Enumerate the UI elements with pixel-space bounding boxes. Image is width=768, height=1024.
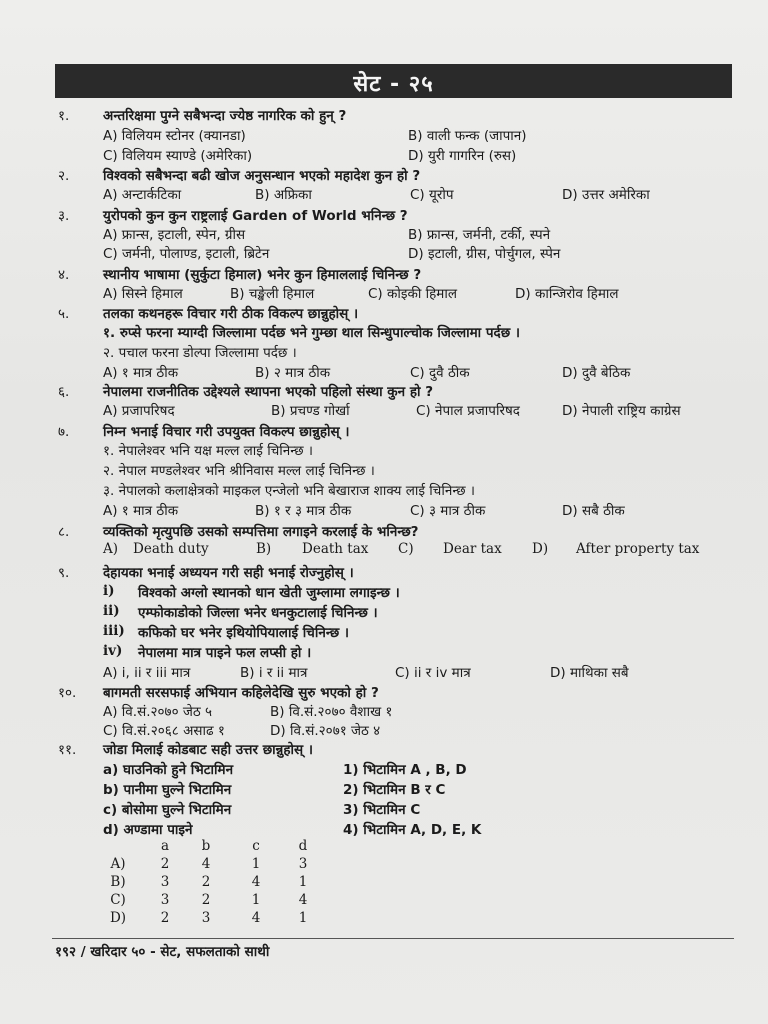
question-number: ५.: [58, 306, 70, 322]
code-header-c: c: [252, 838, 260, 854]
footer-divider: [52, 938, 734, 939]
option-c-label: C): [398, 541, 414, 557]
question-number: ८.: [58, 524, 70, 540]
statement-1: १. नेपालेश्वर भनि यक्ष मल्ल लाई चिनिन्छ ।: [103, 443, 314, 459]
statement-3: ३. नेपालको कलाक्षेत्रको माइकल एन्जेलो भनि बेखाराज शाक्य लाई चिनिन्छ ।: [103, 483, 476, 499]
question-number: ९.: [58, 565, 70, 581]
statement-iv-label: iv): [103, 643, 123, 659]
option-b: B) प्रचण्ड गोर्खा: [271, 403, 350, 419]
option-d: D) माथिका सबै: [550, 665, 629, 681]
code-header-b: b: [201, 838, 211, 854]
code-cell: 1: [298, 910, 308, 926]
code-cell: 3: [298, 856, 308, 872]
statement-iii: कफिको घर भनेर इथियोपियालाई चिनिन्छ ।: [138, 625, 349, 641]
question-text: विश्वको सबैभन्दा बढी खोज अनुसन्धान भएको महादेश कुन हो ?: [103, 168, 421, 184]
code-cell: 4: [251, 910, 261, 926]
code-cell: 3: [201, 910, 211, 926]
answer-code-table: [98, 838, 358, 928]
question-text: स्थानीय भाषामा (सुर्कुटा हिमाल) भनेर कुन हिमाललाई चिनिन्छ ?: [103, 267, 422, 283]
page-footer: १९२ / खरिदार ५० - सेट, सफलताको साथी: [55, 944, 270, 960]
code-cell: 1: [298, 874, 308, 890]
option-a: A) विलियम स्टोनर (क्यानडा): [103, 128, 246, 144]
option-c: C) विलियम स्याण्डे (अमेरिका): [103, 148, 253, 164]
code-header-a: a: [160, 838, 170, 854]
option-c: C) वि.सं.२०६८ असाढ १: [103, 723, 225, 739]
option-c: C) यूरोप: [410, 187, 454, 203]
option-a: A) वि.सं.२०७० जेठ ५: [103, 704, 213, 720]
question-text: देहायका भनाई अध्ययन गरी सही भनाई रोज्नुहोस् ।: [103, 565, 354, 581]
option-b: B) अफ्रिका: [255, 187, 312, 203]
question-text: निम्न भनाई विचार गरी उपयुक्त विकल्प छान्नुहोस् ।: [103, 424, 350, 440]
statement-iii-label: iii): [103, 623, 125, 639]
statement-iv: नेपालमा मात्र पाइने फल लप्सी हो ।: [138, 645, 312, 661]
option-a: A) सिस्ने हिमाल: [103, 286, 183, 302]
question-number: ६.: [58, 384, 70, 400]
match-left-d: d) अण्डामा पाइने: [103, 822, 193, 838]
option-a: A) फ्रान्स, इटाली, स्पेन, ग्रीस: [103, 227, 246, 243]
option-c: C) जर्मनी, पोलाण्ड, इटाली, ब्रिटेन: [103, 246, 270, 262]
code-cell: 1: [251, 892, 261, 908]
match-left-a: a) घाउनिको हुने भिटामिन: [103, 762, 234, 778]
option-d: D) इटाली, ग्रीस, पोर्चुगल, स्पेन: [408, 246, 561, 262]
code-cell: 4: [201, 856, 211, 872]
option-a: A) i, ii र iii मात्र: [103, 665, 191, 681]
question-text: युरोपको कुन कुन राष्ट्रलाई Garden of World भनिन्छ ?: [103, 208, 408, 224]
option-a: A) १ मात्र ठीक: [103, 365, 179, 381]
match-right-2: 2) भिटामिन B र C: [343, 782, 446, 798]
question-number: ३.: [58, 208, 70, 224]
option-d: D) नेपाली राष्ट्रिय काग्रेस: [562, 403, 681, 419]
option-d: D) सबै ठीक: [562, 503, 625, 519]
option-c: Dear tax: [443, 541, 502, 557]
match-right-1: 1) भिटामिन A , B, D: [343, 762, 467, 778]
code-cell: 3: [160, 892, 170, 908]
option-a: A) १ मात्र ठीक: [103, 503, 179, 519]
code-row-label: C): [110, 892, 126, 908]
set-title: सेट - २५: [353, 72, 434, 97]
option-c: C) ii र iv मात्र: [395, 665, 471, 681]
question-number: ४.: [58, 267, 70, 283]
option-b: B) १ र ३ मात्र ठीक: [255, 503, 352, 519]
option-d: D) युरी गागरिन (रुस): [408, 148, 517, 164]
option-d: After property tax: [576, 541, 700, 557]
question-number: ११.: [58, 742, 77, 758]
option-d: D) कान्जिरोव हिमाल: [515, 286, 619, 302]
question-text: व्यक्तिको मृत्युपछि उसको सम्पत्तिमा लगाइने करलाई के भनिन्छ?: [103, 524, 419, 540]
question-text: तलका कथनहरू विचार गरी ठीक विकल्प छान्नुहोस् ।: [103, 306, 359, 322]
statement-2: २. पचाल फरना डोल्पा जिल्लामा पर्दछ ।: [103, 345, 297, 361]
question-number: १०.: [58, 685, 77, 701]
option-d: D) उत्तर अमेरिका: [562, 187, 650, 203]
match-left-c: c) बोसोमा घुल्ने भिटामिन: [103, 802, 232, 818]
statement-i: विश्वको अग्लो स्थानको धान खेती जुम्लामा लगाइन्छ ।: [138, 585, 400, 601]
statement-ii: एम्फोकाडोको जिल्ला भनेर धनकुटालाई चिनिन्छ ।: [138, 605, 378, 621]
option-b: B) वि.सं.२०७० वैशाख १: [270, 704, 393, 720]
code-cell: 3: [160, 874, 170, 890]
code-cell: 4: [251, 874, 261, 890]
statement-ii-label: ii): [103, 603, 120, 619]
option-c: C) दुवै ठीक: [410, 365, 470, 381]
code-row-label: D): [109, 910, 127, 926]
match-left-b: b) पानीमा घुल्ने भिटामिन: [103, 782, 232, 798]
question-text: अन्तरिक्षमा पुग्ने सबैभन्दा ज्येष्ठ नागरिक को हुन् ?: [103, 108, 347, 124]
option-a: A) प्रजापरिषद: [103, 403, 175, 419]
option-d: D) दुवै बेठिक: [562, 365, 631, 381]
code-row-label: A): [110, 856, 126, 872]
option-d-label: D): [532, 541, 549, 557]
option-d: D) वि.सं.२०७१ जेठ ४: [270, 723, 381, 739]
set-title-banner: [55, 64, 732, 98]
option-c: C) नेपाल प्रजापरिषद: [416, 403, 520, 419]
option-c: C) ३ मात्र ठीक: [410, 503, 486, 519]
question-number: ७.: [58, 424, 70, 440]
option-c: C) कोइकी हिमाल: [368, 286, 458, 302]
code-row-label: B): [110, 874, 126, 890]
question-text: बागमती सरसफाई अभियान कहिलेदेखि सुरु भएको हो ?: [103, 685, 379, 701]
code-cell: 2: [201, 892, 211, 908]
option-a-label: A): [103, 541, 119, 557]
code-cell: 1: [251, 856, 261, 872]
option-a: A) अन्टार्कटिका: [103, 187, 182, 203]
option-b: B) चङ्खेली हिमाल: [230, 286, 315, 302]
question-text: नेपालमा राजनीतिक उद्देश्यले स्थापना भएको पहिलो संस्था कुन हो ?: [103, 384, 434, 400]
question-number: १.: [58, 108, 70, 124]
statement-i-label: i): [103, 583, 115, 599]
option-b: B) वाली फन्क (जापान): [408, 128, 527, 144]
code-header-d: d: [298, 838, 308, 854]
code-cell: 2: [160, 910, 170, 926]
option-b: B) २ मात्र ठीक: [255, 365, 331, 381]
match-right-4: 4) भिटामिन A, D, E, K: [343, 822, 482, 838]
option-b: B) फ्रान्स, जर्मनी, टर्की, स्पने: [408, 227, 551, 243]
option-a: Death duty: [133, 541, 209, 557]
option-b: B) i र ii मात्र: [240, 665, 308, 681]
match-right-3: 3) भिटामिन C: [343, 802, 421, 818]
option-b-label: B): [256, 541, 272, 557]
code-cell: 4: [298, 892, 308, 908]
option-b: Death tax: [302, 541, 369, 557]
statement-2: २. नेपाल मण्डलेश्वर भनि श्रीनिवास मल्ल लाई चिनिन्छ ।: [103, 463, 375, 479]
code-cell: 2: [160, 856, 170, 872]
question-number: २.: [58, 168, 70, 184]
question-text: जोडा मिलाई कोडबाट सही उत्तर छान्नुहोस् ।: [103, 742, 313, 758]
code-cell: 2: [201, 874, 211, 890]
statement-1: १. रुप्से फरना म्याग्दी जिल्लामा पर्दछ भने गुम्छा थाल सिन्धुपाल्चोक जिल्लामा पर्दछ ।: [103, 325, 520, 341]
